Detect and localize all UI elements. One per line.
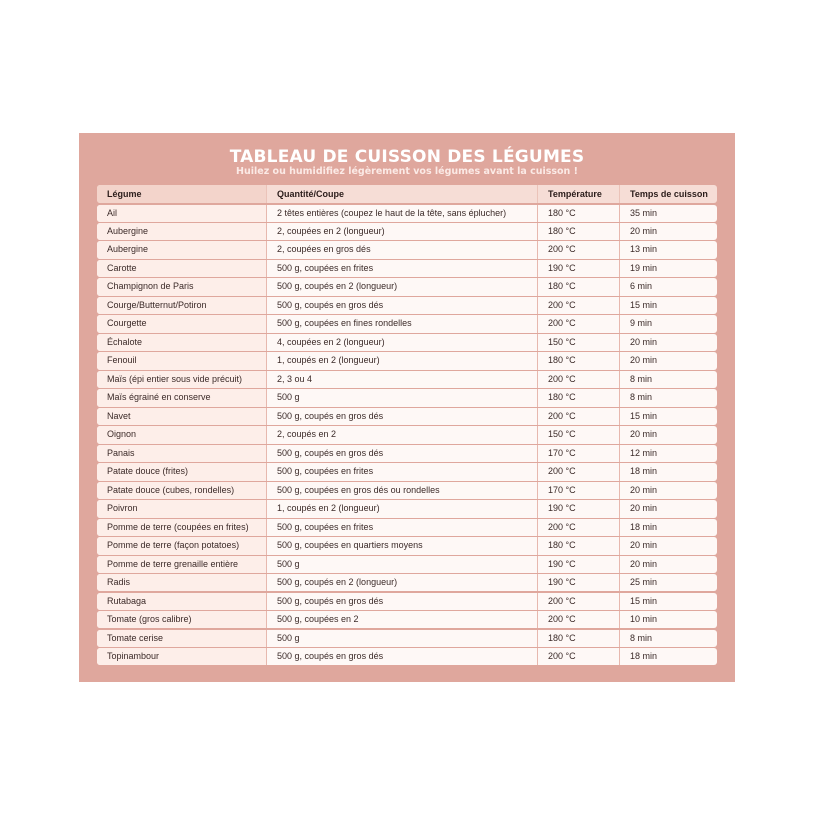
quantity-cell: 500 g, coupées en frites <box>266 463 537 480</box>
time-cell: 20 min <box>619 556 717 573</box>
vegetable-cell: Pomme de terre (façon potatoes) <box>97 537 266 554</box>
temperature-cell: 200 °C <box>537 241 619 258</box>
vegetable-cell: Panais <box>97 445 266 462</box>
table-row <box>97 297 717 314</box>
vegetable-cell: Navet <box>97 408 266 425</box>
vegetable-cell: Pomme de terre (coupées en frites) <box>97 519 266 536</box>
temperature-cell: 180 °C <box>537 537 619 554</box>
temperature-cell: 180 °C <box>537 223 619 240</box>
time-cell: 20 min <box>619 482 717 499</box>
time-cell: 20 min <box>619 500 717 517</box>
temperature-cell: 190 °C <box>537 556 619 573</box>
vegetable-cell: Maïs (épi entier sous vide précuit) <box>97 371 266 388</box>
time-cell: 20 min <box>619 334 717 351</box>
table-row <box>97 408 717 425</box>
time-cell: 18 min <box>619 648 717 665</box>
quantity-cell: 500 g, coupées en frites <box>266 260 537 277</box>
temperature-cell: 180 °C <box>537 352 619 369</box>
table-row <box>97 426 717 443</box>
vegetable-cell: Topinambour <box>97 648 266 665</box>
temperature-cell: 200 °C <box>537 315 619 332</box>
table-row <box>97 205 717 222</box>
table-row <box>97 593 717 610</box>
table-row <box>97 334 717 351</box>
time-cell: 18 min <box>619 463 717 480</box>
temperature-cell: 180 °C <box>537 389 619 406</box>
time-cell: 20 min <box>619 223 717 240</box>
table-row <box>97 537 717 554</box>
page-title: TABLEAU DE CUISSON DES LÉGUMES <box>229 147 585 167</box>
table-row <box>97 278 717 295</box>
quantity-cell: 2, 3 ou 4 <box>266 371 537 388</box>
vegetable-cell: Champignon de Paris <box>97 278 266 295</box>
time-cell: 15 min <box>619 593 717 610</box>
temperature-cell: 190 °C <box>537 500 619 517</box>
temperature-cell: 150 °C <box>537 426 619 443</box>
vegetable-cell: Fenouil <box>97 352 266 369</box>
cooking-table <box>97 185 717 667</box>
vegetable-cell: Courgette <box>97 315 266 332</box>
temperature-cell: 180 °C <box>537 205 619 222</box>
temperature-cell: 190 °C <box>537 260 619 277</box>
time-cell: 9 min <box>619 315 717 332</box>
table-row <box>97 260 717 277</box>
quantity-cell: 1, coupés en 2 (longueur) <box>266 352 537 369</box>
column-header-time: Temps de cuisson <box>619 185 717 203</box>
vegetable-cell: Radis <box>97 574 266 591</box>
table-row <box>97 519 717 536</box>
quantity-cell: 4, coupées en 2 (longueur) <box>266 334 537 351</box>
quantity-cell: 2, coupés en 2 <box>266 426 537 443</box>
vegetable-cell: Pomme de terre grenaille entière <box>97 556 266 573</box>
quantity-cell: 500 g, coupés en gros dés <box>266 593 537 610</box>
table-row <box>97 352 717 369</box>
table-header-row <box>97 185 717 203</box>
table-row <box>97 389 717 406</box>
quantity-cell: 500 g, coupées en frites <box>266 519 537 536</box>
temperature-cell: 200 °C <box>537 593 619 610</box>
vegetable-cell: Échalote <box>97 334 266 351</box>
table-row <box>97 611 717 628</box>
time-cell: 25 min <box>619 574 717 591</box>
quantity-cell: 500 g, coupés en gros dés <box>266 297 537 314</box>
vegetable-cell: Tomate (gros calibre) <box>97 611 266 628</box>
time-cell: 15 min <box>619 408 717 425</box>
table-row <box>97 556 717 573</box>
time-cell: 8 min <box>619 389 717 406</box>
time-cell: 18 min <box>619 519 717 536</box>
time-cell: 10 min <box>619 611 717 628</box>
time-cell: 13 min <box>619 241 717 258</box>
quantity-cell: 500 g, coupées en fines rondelles <box>266 315 537 332</box>
temperature-cell: 170 °C <box>537 482 619 499</box>
quantity-cell: 500 g <box>266 389 537 406</box>
quantity-cell: 500 g, coupées en gros dés ou rondelles <box>266 482 537 499</box>
quantity-cell: 500 g, coupés en gros dés <box>266 408 537 425</box>
temperature-cell: 150 °C <box>537 334 619 351</box>
temperature-cell: 200 °C <box>537 297 619 314</box>
table-row <box>97 371 717 388</box>
time-cell: 20 min <box>619 537 717 554</box>
vegetable-cell: Courge/Butternut/Potiron <box>97 297 266 314</box>
temperature-cell: 180 °C <box>537 278 619 295</box>
page-subtitle: Huilez ou humidifiez légèrement vos légumes avant la cuisson ! <box>236 166 578 177</box>
vegetable-cell: Aubergine <box>97 223 266 240</box>
quantity-cell: 500 g, coupés en 2 (longueur) <box>266 574 537 591</box>
quantity-cell: 2, coupées en 2 (longueur) <box>266 223 537 240</box>
quantity-cell: 500 g <box>266 630 537 647</box>
table-row <box>97 482 717 499</box>
quantity-cell: 500 g, coupées en 2 <box>266 611 537 628</box>
table-row <box>97 315 717 332</box>
table-row <box>97 648 717 665</box>
table-row <box>97 630 717 647</box>
time-cell: 6 min <box>619 278 717 295</box>
temperature-cell: 200 °C <box>537 519 619 536</box>
temperature-cell: 200 °C <box>537 648 619 665</box>
temperature-cell: 200 °C <box>537 371 619 388</box>
time-cell: 12 min <box>619 445 717 462</box>
quantity-cell: 500 g, coupés en gros dés <box>266 648 537 665</box>
quantity-cell: 500 g <box>266 556 537 573</box>
table-row <box>97 241 717 258</box>
quantity-cell: 500 g, coupés en gros dés <box>266 445 537 462</box>
column-header-vegetable: Légume <box>97 185 266 203</box>
vegetable-cell: Ail <box>97 205 266 222</box>
table-row <box>97 574 717 591</box>
quantity-cell: 2, coupées en gros dés <box>266 241 537 258</box>
vegetable-cell: Tomate cerise <box>97 630 266 647</box>
temperature-cell: 170 °C <box>537 445 619 462</box>
table-row <box>97 463 717 480</box>
table-row <box>97 445 717 462</box>
quantity-cell: 1, coupés en 2 (longueur) <box>266 500 537 517</box>
vegetable-cell: Maïs égrainé en conserve <box>97 389 266 406</box>
time-cell: 8 min <box>619 371 717 388</box>
column-header-quantity: Quantité/Coupe <box>266 185 537 203</box>
table-row <box>97 500 717 517</box>
vegetable-cell: Poivron <box>97 500 266 517</box>
column-header-temperature: Température <box>537 185 619 203</box>
cooking-chart-card <box>79 133 735 682</box>
vegetable-cell: Rutabaga <box>97 593 266 610</box>
temperature-cell: 200 °C <box>537 611 619 628</box>
table-row <box>97 223 717 240</box>
time-cell: 35 min <box>619 205 717 222</box>
time-cell: 15 min <box>619 297 717 314</box>
time-cell: 20 min <box>619 426 717 443</box>
vegetable-cell: Patate douce (cubes, rondelles) <box>97 482 266 499</box>
temperature-cell: 200 °C <box>537 463 619 480</box>
vegetable-cell: Oignon <box>97 426 266 443</box>
vegetable-cell: Aubergine <box>97 241 266 258</box>
time-cell: 20 min <box>619 352 717 369</box>
temperature-cell: 190 °C <box>537 574 619 591</box>
temperature-cell: 180 °C <box>537 630 619 647</box>
quantity-cell: 500 g, coupés en 2 (longueur) <box>266 278 537 295</box>
vegetable-cell: Carotte <box>97 260 266 277</box>
quantity-cell: 2 têtes entières (coupez le haut de la tête, sans éplucher) <box>266 205 537 222</box>
time-cell: 8 min <box>619 630 717 647</box>
quantity-cell: 500 g, coupées en quartiers moyens <box>266 537 537 554</box>
vegetable-cell: Patate douce (frites) <box>97 463 266 480</box>
temperature-cell: 200 °C <box>537 408 619 425</box>
time-cell: 19 min <box>619 260 717 277</box>
